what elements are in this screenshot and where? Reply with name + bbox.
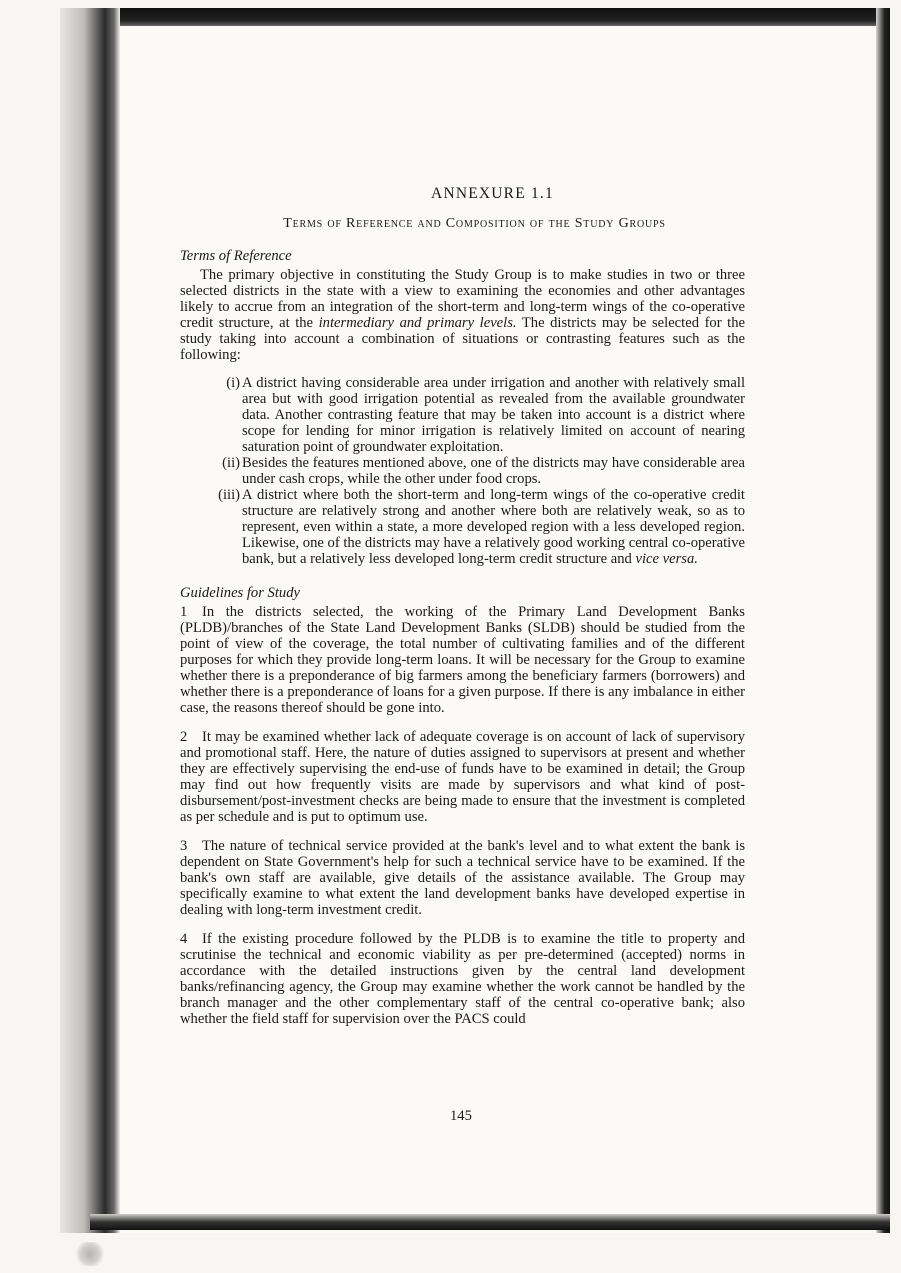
scan-border-left <box>60 8 120 1233</box>
list-marker: (i) <box>226 375 240 391</box>
guideline-number: 2 <box>180 729 188 745</box>
scan-artifact <box>75 1242 105 1266</box>
scan-border-top <box>60 8 890 26</box>
guideline-paragraph <box>180 838 745 918</box>
guideline-text: If the existing procedure followed by the PLDB is to examine the title to property and scrutinise the technical and economic viability as per pre-determined (accepted) norms in accordance with the detailed instructions given by the central land development banks/refinancing agency, the Group may examine whether the work cannot be handled by the branch manager and the other complementary staff of the central co-operative bank; also whether the field staff for supervision over the PACS could <box>180 931 745 1027</box>
document-body <box>180 186 745 1040</box>
guideline-number: 4 <box>180 931 188 947</box>
list-text-emphasis: vice versa. <box>635 551 698 567</box>
list-marker: (iii) <box>218 487 240 503</box>
guideline-number: 1 <box>180 604 188 620</box>
terms-intro-emphasis: intermediary and primary levels. <box>318 315 517 331</box>
scan-border-bottom <box>90 1214 890 1230</box>
guidelines-heading: Guidelines for Study <box>180 585 300 601</box>
terms-intro-text-a: The primary objective in constituting the Study Group is to make studies in two or three selected districts in the state with a view to examining the economies and other advantages likely to accrue from an integration of the short-term and long-term wings of the co-operative credit structure, at the <box>180 267 745 331</box>
criteria-list <box>180 375 745 567</box>
page-number: 145 <box>450 1108 472 1124</box>
list-text <box>242 487 745 567</box>
guideline-paragraph <box>180 931 745 1027</box>
guideline-text: In the districts selected, the working of the Primary Land Development Banks (PLDB)/branches of the State Land Development Banks (SLDB) should be studied from the point of view of the coverage, the total number of cultivating families and of the different purposes for which they provide long-term loans. It will be necessary for the Group to examine whether there is a preponderance of big farmers among the beneficiary farmers (borrowers) and whether there is a preponderance of loans for a given purpose. If there is any imbalance in either case, the reasons thereof should be gone into. <box>180 604 745 716</box>
terms-intro <box>180 267 745 363</box>
list-text-a: A district where both the short-term and long-term wings of the co-operative credit structure are relatively strong and another where both are relatively weak, so as to represent, even within a state, a more developed region with a less developed region. Likewise, one of the districts may have a relatively good working central co-operative bank, but a relatively less developed long-term credit structure and <box>242 487 745 567</box>
guideline-text: The nature of technical service provided at the bank's level and to what extent the bank is dependent on State Government's help for such a technical service have to be examined. If the bank's own staff are available, give details of the assistance available. The Group may specifically examine to what extent the land development banks have developed expertise in dealing with long-term investment credit. <box>180 838 745 918</box>
guideline-text: It may be examined whether lack of adequate coverage is on account of lack of supervisory and promotional staff. Here, the nature of duties assigned to supervisors at present and whether they are effectively supervising the end-use of funds have to be examined in detail; the Group may find out how frequently visits are made by supervisors and what kind of post-disbursement/post-investment checks are being made to ensure that the investment is completed as per schedule and is put to optimum use. <box>180 729 745 825</box>
guideline-paragraph <box>180 604 745 716</box>
annex-title: ANNEXURE 1.1 <box>431 185 554 202</box>
guideline-number: 3 <box>180 838 188 854</box>
list-marker: (ii) <box>222 455 240 471</box>
list-text: Besides the features mentioned above, one of the districts may have considerable area under cash crops, while the other under food crops. <box>242 455 745 487</box>
list-item <box>180 487 745 567</box>
document-subtitle: Terms of Reference and Composition of the Study Groups <box>283 216 666 231</box>
terms-intro-text-b: The districts may be selected for the study taking into account a combination of situations or contrasting features such as the following: <box>180 315 745 363</box>
list-item <box>180 455 745 487</box>
list-item <box>180 375 745 455</box>
list-text: A district having considerable area under irrigation and another with relatively small area but with good irrigation potential as revealed from the available groundwater data. Another contrasting feature that may be taken into account is a district where scope for lending for minor irrigation is relatively limited on account of nearing saturation point of groundwater exploitation. <box>242 375 745 455</box>
terms-heading: Terms of Reference <box>180 248 292 264</box>
guideline-paragraph <box>180 729 745 825</box>
scan-border-right <box>876 8 890 1233</box>
